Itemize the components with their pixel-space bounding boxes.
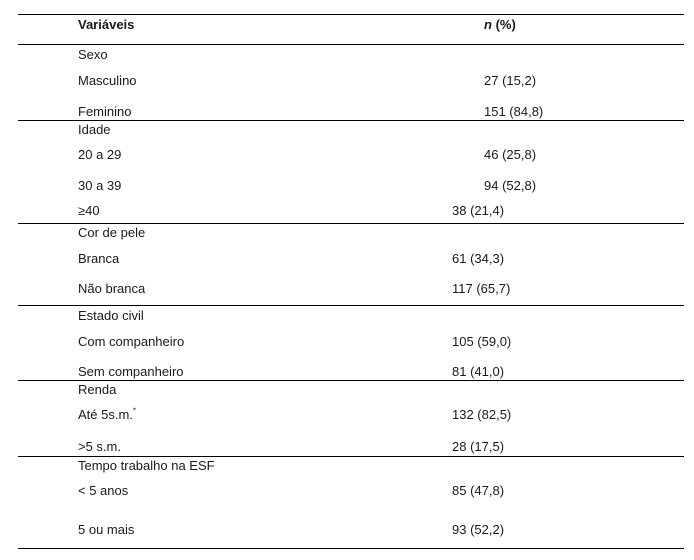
- group-divider-rule: [18, 380, 684, 381]
- row-value: 28 (17,5): [452, 439, 505, 454]
- row-label: Masculino: [78, 73, 137, 88]
- row-label: 5 ou mais: [78, 522, 135, 537]
- footnote-marker: *: [132, 406, 137, 416]
- row-label: < 5 anos: [78, 483, 129, 498]
- row-label: Feminino: [78, 104, 132, 119]
- row-value: 81 (41,0): [452, 364, 505, 379]
- row-label: 20 a 29: [78, 147, 122, 162]
- group-title-idade: Idade: [78, 122, 111, 137]
- row-label: Com companheiro: [78, 334, 185, 349]
- row-value: 85 (47,8): [452, 483, 505, 498]
- row-label: >5 s.m.: [78, 439, 121, 454]
- header-bottom-rule: [18, 44, 684, 45]
- group-divider-rule: [18, 456, 684, 457]
- row-label: ≥40: [78, 203, 100, 218]
- group-divider-rule: [18, 223, 684, 224]
- group-divider-rule: [18, 120, 684, 121]
- row-label: Sem companheiro: [78, 364, 184, 379]
- row-label: [78, 407, 136, 423]
- row-value: 27 (15,2): [484, 73, 537, 88]
- row-value: 105 (59,0): [452, 334, 512, 349]
- header-percent: (%): [491, 17, 516, 32]
- row-label: Não branca: [78, 281, 146, 296]
- row-value: 117 (65,7): [452, 281, 511, 296]
- group-title-estado-civil: Estado civil: [78, 308, 144, 323]
- row-value: 46 (25,8): [484, 147, 537, 162]
- row-label-text: Até 5s.m.: [78, 407, 133, 422]
- row-value: 38 (21,4): [452, 203, 505, 218]
- row-label: Branca: [78, 251, 120, 266]
- row-label: 30 a 39: [78, 178, 122, 193]
- row-value: 94 (52,8): [484, 178, 537, 193]
- column-header-variables: Variáveis: [78, 17, 135, 32]
- row-value: 132 (82,5): [452, 407, 512, 422]
- header-n-symbol: n: [484, 17, 492, 32]
- row-value: 93 (52,2): [452, 522, 505, 537]
- row-value: 151 (84,8): [484, 104, 544, 119]
- group-title-sexo: Sexo: [78, 47, 108, 62]
- group-divider-rule: [18, 305, 684, 306]
- group-title-tempo-trabalho: Tempo trabalho na ESF: [78, 458, 215, 473]
- table-top-rule: [18, 14, 684, 15]
- table-bottom-rule: [18, 548, 684, 549]
- group-title-renda: Renda: [78, 382, 117, 397]
- column-header-n-percent: [484, 17, 516, 33]
- group-title-cor-de-pele: Cor de pele: [78, 225, 146, 240]
- row-value: 61 (34,3): [452, 251, 505, 266]
